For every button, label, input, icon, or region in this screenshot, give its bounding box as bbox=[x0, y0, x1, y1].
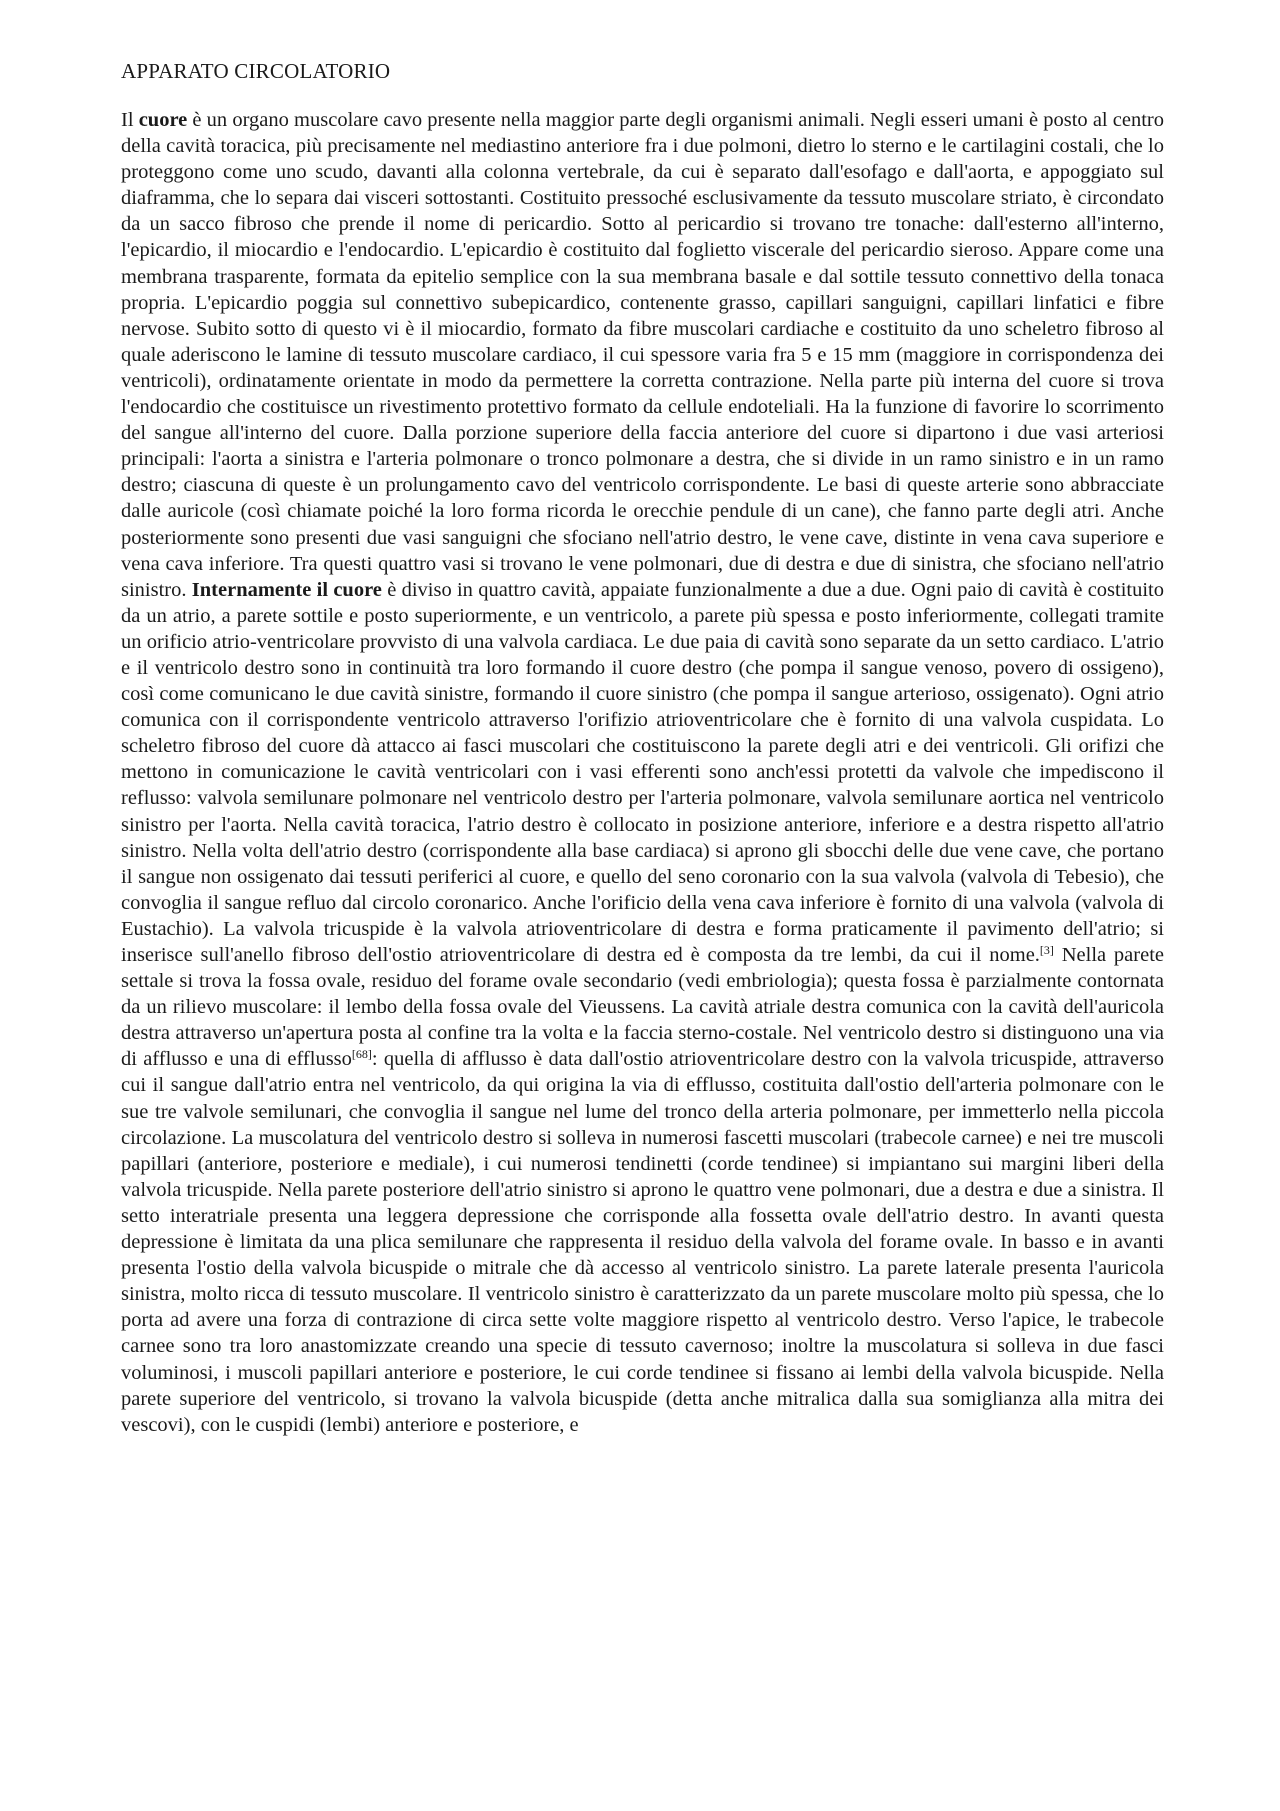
text-run: è un organo muscolare cavo presente nella maggior parte degli organismi animali. Negli esseri umani è posto al centro della cavità toracica, più precisamente nel mediastino anteriore fra i due polmoni, dietro lo sterno e le cartilagini costali, che lo proteggono come uno scudo, davanti alla colonna vertebrale, da cui è separato dall'esofago e dall'aorta, e appoggiato sul diaframma, che lo separa dai visceri sottostanti. Costituito pressoché esclusivamente da tessuto muscolare striato, è circondato da un sacco fibroso che prende il nome di pericardio. Sotto al pericardio si trovano tre tonache: dall'esterno all'interno, l'epicardio, il miocardio e l'endocardio. L'epicardio è costituito dal foglietto viscerale del pericardio sieroso. Appare come una membrana trasparente, formata da epitelio semplice con la sua membrana basale e dal sottile tessuto connettivo della tonaca propria. L'epicardio poggia sul connettivo subepicardico, contenente grasso, capillari sanguigni, capillari linfatici e fibre nervose. Subito sotto di questo vi è il miocardio, formato da fibre muscolari cardiache e costituito da uno scheletro fibroso al quale aderiscono le lamine di tessuto muscolare cardiaco, il cui spessore varia fra 5 e 15 mm (maggiore in corrispondenza dei ventricoli), ordinatamente orientate in modo da permettere la corretta contrazione. Nella parte più interna del cuore si trova l'endocardio che costituisce un rivestimento protettivo formato da cellule endoteliali. Ha la funzione di favorire lo scorrimento del sangue all'interno del cuore. Dalla porzione superiore della faccia anteriore del cuore si dipartono i due vasi arteriosi principali: l'aorta a sinistra e l'arteria polmonare o tronco polmonare a destra, che si divide in un ramo sinistro e in un ramo destro; ciascuna di queste è un prolungamento cavo del ventricolo corrispondente. Le basi di queste arterie sono abbracciate dalle auricole (così chiamate poiché la loro forma ricorda le orecchie pendule di un cane), che fanno parte degli atri. Anche posteriormente sono presenti due vasi sanguigni che sfociano nell'atrio destro, le vene cave, distinte in vena cava superiore e vena cava inferiore. Tra questi quattro vasi si trovano le vene polmonari, due di destra e due di sinistra, che sfociano nell'atrio sinistro. bbox=[121, 109, 1164, 601]
text-run: Nella parete settale si trova la fossa ovale, residuo del forame ovale secondario (vedi embriologia); questa fossa è parzialmente contornata da un rilievo muscolare: il lembo della fossa ovale del Vieussens. La cavità atriale destra comunica con la cavità dell'auricola destra attraverso un'apertura posta al confine tra la volta e la faccia sterno-costale. Nel ventricolo destro si distinguono una via di afflusso e una di efflusso bbox=[121, 944, 1164, 1071]
page-title: APPARATO CIRCOLATORIO bbox=[121, 59, 391, 83]
reference-link[interactable]: [3] bbox=[1039, 943, 1054, 957]
text-run: : quella di afflusso è data dall'ostio atrioventricolare destro con la valvola tricuspide, attraverso cui il sangue dall'atrio entra nel ventricolo, da qui origina la via di efflusso, costituita dall'ostio dell'arteria polmonare con le sue tre valvole semilunari, che convoglia il sangue nel lume del tronco della arteria polmonare, per immetterlo nella piccola circolazione. La muscolatura del ventricolo destro si solleva in numerosi fascetti muscolari (trabecole carnee) e nei tre muscoli papillari (anteriore, posteriore e mediale), i cui numerosi tendinetti (corde tendinee) si impiantano sui margini liberi della valvola tricuspide. Nella parete posteriore dell'atrio sinistro si aprono le quattro vene polmonari, due a destra e due a sinistra. Il setto interatriale presenta una leggera depressione che corrisponde alla fossetta ovale dell'atrio destro. In avanti questa depressione è limitata da una plica semilunare che rappresenta il residuo della valvola del forame ovale. In basso e in avanti presenta l'ostio della valvola bicuspide o mitrale che dà accesso al ventricolo sinistro. La parete laterale presenta l'auricola sinistra, molto ricca di tessuto muscolare. Il ventricolo sinistro è caratterizzato da un parete muscolare molto più spessa, che lo porta ad avere una forza di contrazione di circa sette volte maggiore rispetto al ventricolo destro. Verso l'apice, le trabecole carnee sono tra loro anastomizzate creando una specie di tessuto cavernoso; inoltre la muscolatura si solleva in due fasci voluminosi, i muscoli papillari anteriore e posteriore, le cui corde tendinee si fissano ai lembi della valvola bicuspide. Nella parete superiore del ventricolo, si trovano la valvola bicuspide (detta anche mitralica dalla sua somiglianza alla mitra dei vescovi), con le cuspidi (lembi) anteriore e posteriore, e bbox=[121, 1048, 1165, 1436]
bold-term-cuore: cuore bbox=[138, 109, 188, 131]
document-page bbox=[121, 58, 1164, 1438]
body-paragraph bbox=[121, 107, 1164, 1438]
reference-link[interactable]: [68] bbox=[351, 1047, 372, 1062]
text-run: è diviso in quattro cavità, appaiate funzionalmente a due a due. Ogni paio di cavità è costituito da un atrio, a parete sottile e posto superiormente, e un ventricolo, a parete più spessa e posto inferiormente, collegati tramite un orificio atrio-ventricolare provvisto di una valvola cardiaca. Le due paia di cavità sono separate da un setto cardiaco. L'atrio e il ventricolo destro sono in continuità tra loro formando il cuore destro (che pompa il sangue venoso, povero di ossigeno), così come comunicano le due cavità sinistre, formando il cuore sinistro (che pompa il sangue arterioso, ossigenato). Ogni atrio comunica con il corrispondente ventricolo attraverso l'orifizio atrioventricolare che è fornito di una valvola cuspidata. Lo scheletro fibroso del cuore dà attacco ai fasci muscolari che costituiscono la parete degli atri e dei ventricoli. Gli orifizi che mettono in comunicazione le cavità ventricolari con i vasi efferenti sono anch'essi protetti da valvole che impediscono il reflusso: valvola semilunare polmonare nel ventricolo destro per l'arteria polmonare, valvola semilunare aortica nel ventricolo sinistro per l'aorta. Nella cavità toracica, l'atrio destro è collocato in posizione anteriore, inferiore e a destra rispetto all'atrio sinistro. Nella volta dell'atrio destro (corrispondente alla base cardiaca) si aprono gli sbocchi delle due vene cave, che portano il sangue non ossigenato dai tessuti periferici al cuore, e quello del seno coronario con la sua valvola (valvola di Tebesio), che convoglia il sangue refluo dal circolo coronarico. Anche l'orificio della vena cava inferiore è fornito di una valvola (valvola di Eustachio). La valvola tricuspide è la valvola atrioventricolare di destra e forma praticamente il pavimento dell'atrio; si inserisce sull'anello fibroso dell'ostio atrioventricolare di destra ed è composta da tre lembi, da cui il nome. bbox=[121, 578, 1165, 966]
text-run: Il bbox=[121, 109, 139, 131]
bold-term-internamente: Internamente il cuore bbox=[191, 578, 382, 601]
